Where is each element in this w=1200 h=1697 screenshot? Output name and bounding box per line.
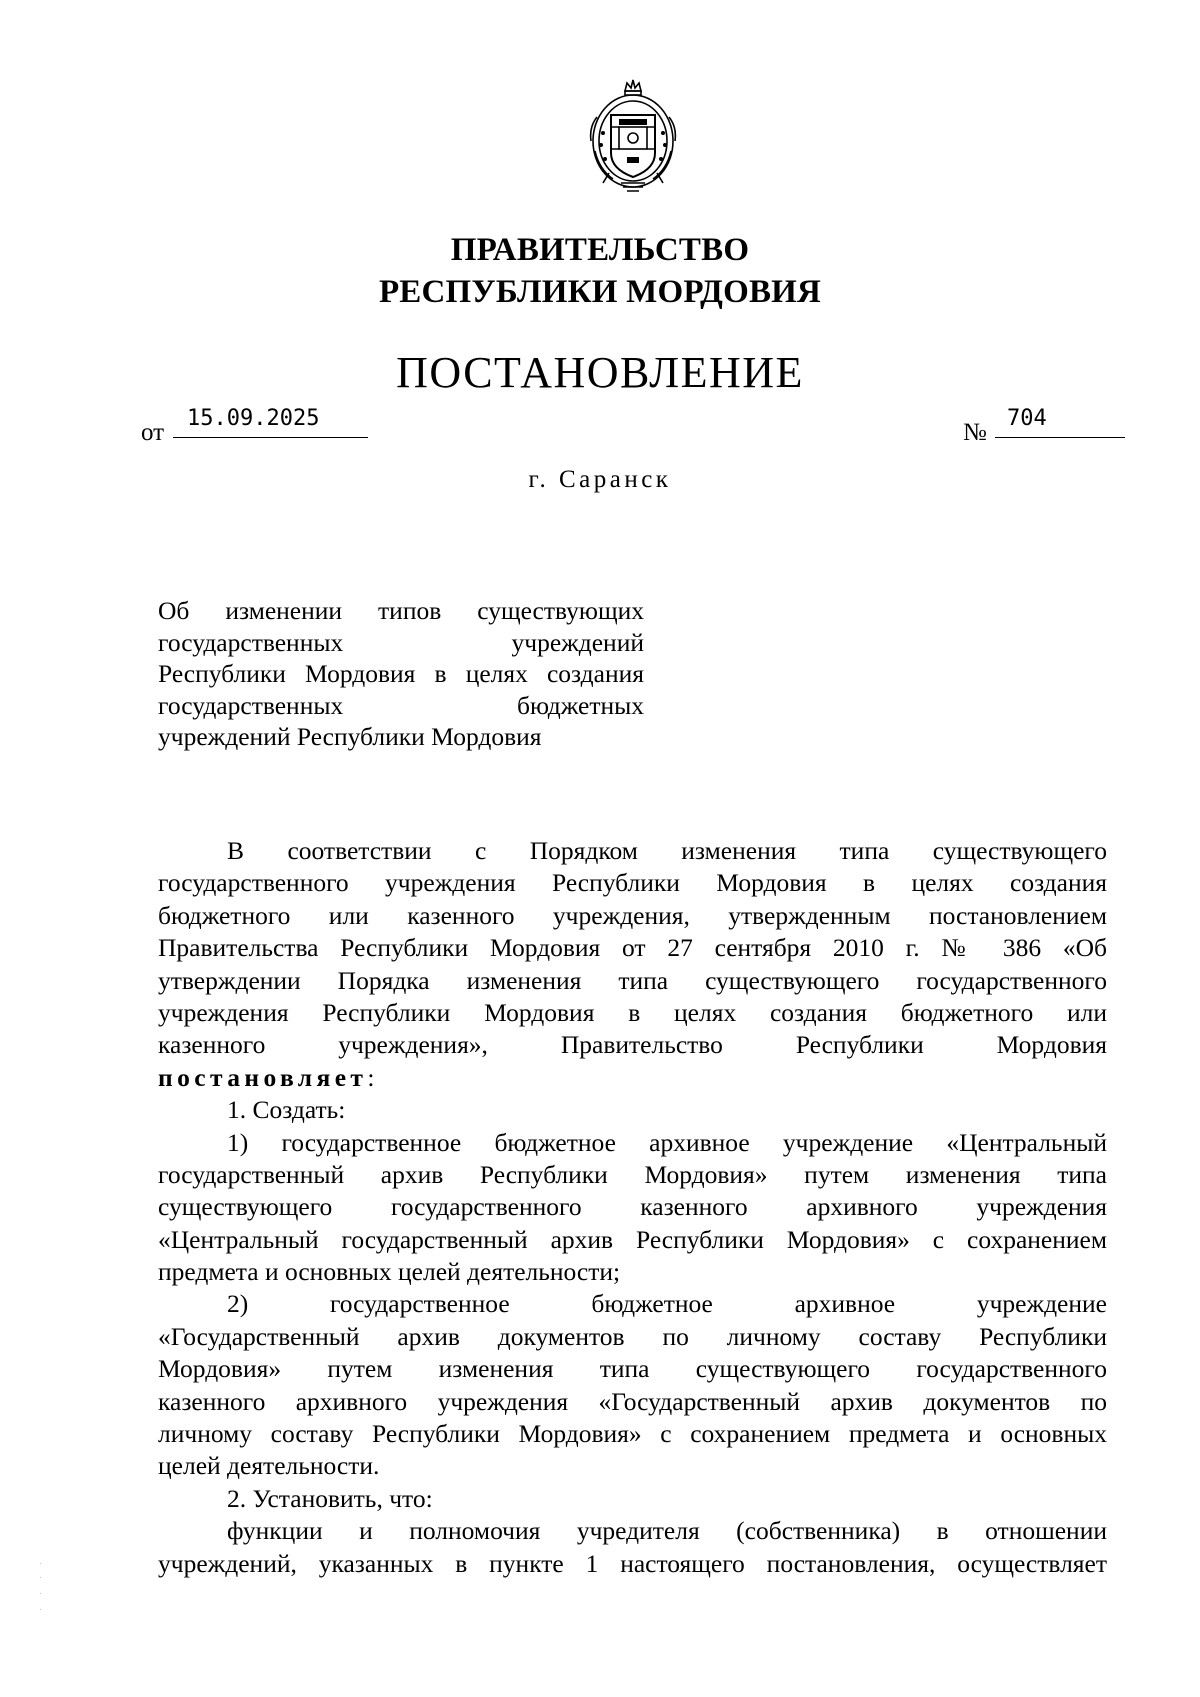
subject-line: государственных бюджетных bbox=[158, 690, 644, 720]
body-line: бюджетного или казенного учреждения, утвержденным постановлением bbox=[158, 900, 1107, 930]
body-line: «Центральный государственный архив Республики Мордовия» с сохранением bbox=[158, 1224, 1107, 1254]
document-number: 704 bbox=[1007, 406, 1047, 431]
body-line: существующего государственного казенного архивного учреждения bbox=[158, 1192, 1107, 1222]
issuing-authority bbox=[0, 229, 1200, 313]
body-line: казенного архивного учреждения «Государственный архив документов по bbox=[158, 1386, 1107, 1416]
body-line: предмета и основных целей деятельности; bbox=[158, 1257, 621, 1287]
coat-of-arms-icon bbox=[581, 77, 685, 201]
item-1-1-paragraph bbox=[158, 1127, 1107, 1289]
body-line: Мордовия» путем изменения типа существующего государственного bbox=[158, 1354, 1107, 1384]
body-line: 2) государственное бюджетное архивное учреждение bbox=[227, 1289, 1107, 1319]
resolves-line bbox=[158, 1062, 1107, 1094]
document-type: ПОСТАНОВЛЕНИЕ bbox=[396, 348, 804, 397]
body-line: «Государственный архив документов по личному составу Республики bbox=[158, 1321, 1107, 1351]
subject-line: государственных учреждений bbox=[158, 627, 644, 657]
item-2-heading: 2. Установить, что: bbox=[227, 1483, 433, 1513]
document-body bbox=[158, 835, 1107, 1580]
body-line: Правительства Республики Мордовия от 27 сентября 2010 г. № 386 «Об bbox=[158, 933, 1107, 963]
body-line: утверждении Порядка изменения типа существующего государственного bbox=[158, 965, 1107, 995]
item-1-heading: 1. Создать: bbox=[227, 1095, 346, 1125]
resolves-word: постановляет bbox=[158, 1062, 368, 1092]
subject-line: учреждений Республики Мордовия bbox=[158, 722, 542, 751]
body-line: государственного учреждения Республики Мордовия в целях создания bbox=[158, 868, 1107, 898]
org-name-line2: РЕСПУБЛИКИ МОРДОВИЯ bbox=[378, 274, 822, 310]
city-location: г. Саранск bbox=[528, 466, 672, 493]
date-underline bbox=[173, 437, 368, 438]
number-prefix: № bbox=[963, 419, 987, 446]
body-line: учреждений, указанных в пункте 1 настоящего постановления, осуществляет bbox=[158, 1548, 1107, 1578]
resolves-colon: : bbox=[367, 1062, 375, 1092]
body-line: учреждения Республики Мордовия в целях создания бюджетного или bbox=[158, 997, 1107, 1027]
body-line: функции и полномочия учредителя (собственника) в отношении bbox=[227, 1516, 1107, 1546]
body-line: государственный архив Республики Мордовия» путем изменения типа bbox=[158, 1159, 1107, 1189]
body-line: В соответствии с Порядком изменения типа существующего bbox=[227, 836, 1107, 865]
body-line: казенного учреждения», Правительство Республики Мордовия bbox=[158, 1030, 1107, 1060]
item-2-paragraph bbox=[158, 1515, 1107, 1580]
body-line: 1) государственное бюджетное архивное учреждение «Центральный bbox=[227, 1127, 1107, 1157]
body-line: целей деятельности. bbox=[158, 1451, 380, 1481]
number-underline bbox=[995, 437, 1125, 438]
body-line: личному составу Республики Мордовия» с сохранением предмета и основных bbox=[158, 1419, 1107, 1449]
document-subject bbox=[158, 595, 644, 753]
document-date: 15.09.2025 bbox=[187, 406, 320, 431]
scan-artifact bbox=[40, 1563, 42, 1623]
preamble-paragraph bbox=[158, 835, 1107, 1094]
subject-line: Об изменении типов существующих bbox=[158, 596, 644, 625]
org-name-line1: ПРАВИТЕЛЬСТВО bbox=[450, 232, 750, 268]
date-prefix: от bbox=[141, 419, 165, 446]
item-1-2-paragraph bbox=[158, 1288, 1107, 1482]
subject-line: Республики Мордовия в целях создания bbox=[158, 659, 644, 688]
